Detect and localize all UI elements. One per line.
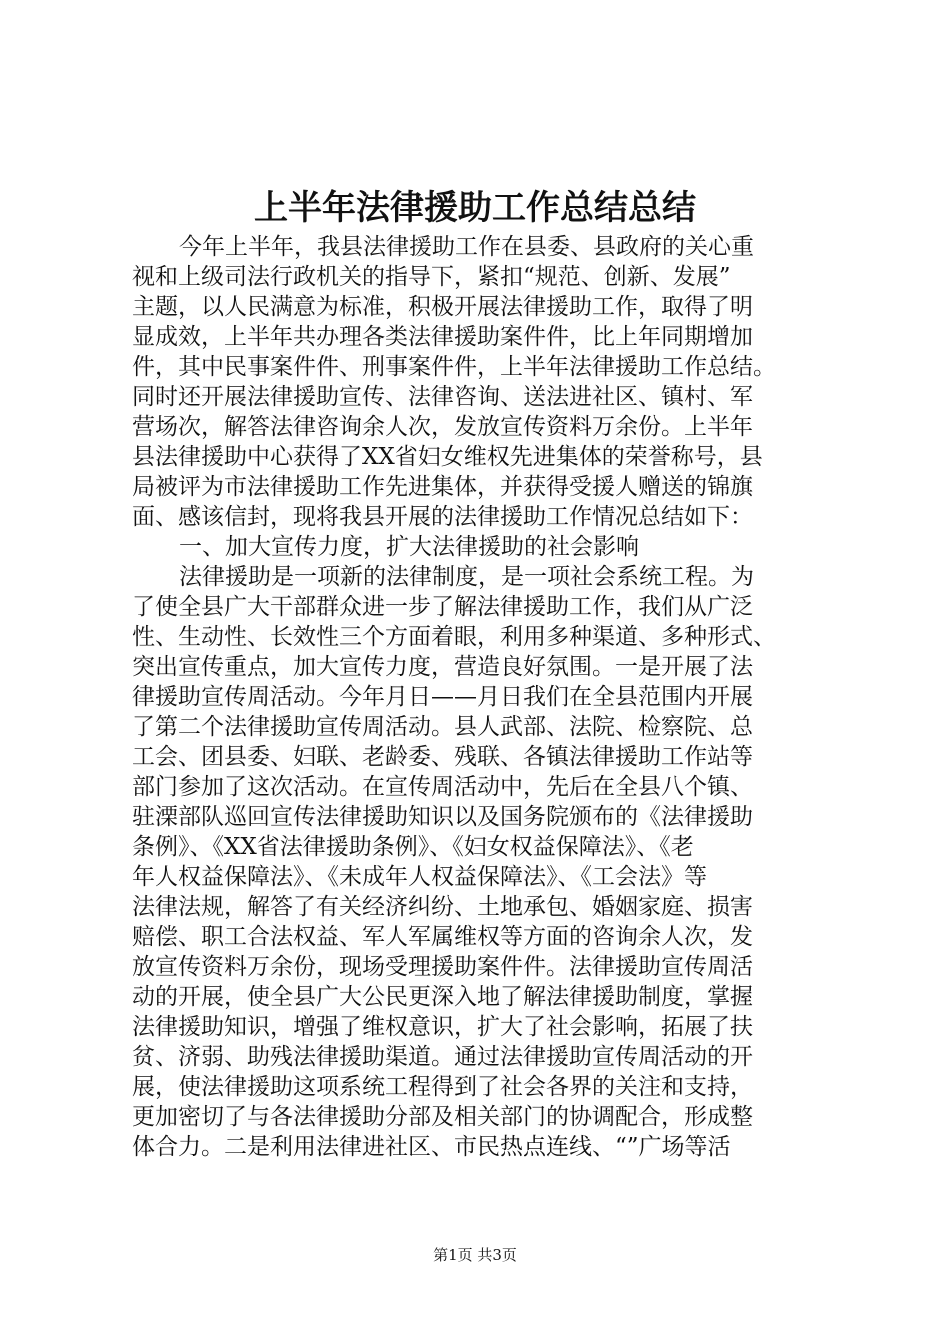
paragraph-line: 展，使法律援助这项系统工程得到了社会各界的关注和支持， [132, 1074, 753, 1100]
section-heading: 一、加大宣传力度，扩大法律援助的社会影响 [179, 534, 639, 560]
page-number-footer: 第1页 共3页 [433, 1246, 517, 1264]
paragraph-line: 了第二个法律援助宣传周活动。县人武部、法院、检察院、总 [132, 714, 753, 740]
paragraph-line: 件，其中民事案件件、刑事案件件，上半年法律援助工作总结。 [132, 354, 776, 380]
paragraph-line: 动的开展，使全县广大公民更深入地了解法律援助制度，掌握 [132, 984, 753, 1010]
paragraph-line: 法律法规，解答了有关经济纠纷、土地承包、婚姻家庭、损害 [132, 894, 753, 920]
paragraph-line: 法律援助知识，增强了维权意识，扩大了社会影响，拓展了扶 [132, 1014, 753, 1040]
paragraph-line: 赔偿、职工合法权益、军人军属维权等方面的咨询余人次，发 [132, 924, 753, 950]
paragraph-line: 了使全县广大干部群众进一步了解法律援助工作，我们从广泛 [132, 594, 753, 620]
paragraph-line: 局被评为市法律援助工作先进集体，并获得受援人赠送的锦旗 [132, 474, 753, 500]
paragraph-line: 主题，以人民满意为标准，积极开展法律援助工作，取得了明 [132, 294, 753, 320]
paragraph-line: 视和上级司法行政机关的指导下，紧扣“规范、创新、发展” [132, 264, 731, 290]
paragraph-line: 今年上半年，我县法律援助工作在县委、县政府的关心重 [179, 234, 754, 260]
paragraph-line: 放宣传资料万余份，现场受理援助案件件。法律援助宣传周活 [132, 954, 753, 980]
paragraph-line: 面、感该信封，现将我县开展的法律援助工作情况总结如下： [132, 504, 753, 530]
paragraph-line: 性、生动性、长效性三个方面着眼，利用多种渠道、多种形式、 [132, 624, 776, 650]
document-title: 上半年法律援助工作总结总结 [254, 188, 696, 228]
paragraph-line: 营场次，解答法律咨询余人次，发放宣传资料万余份。上半年 [132, 414, 753, 440]
paragraph-line: 工会、团县委、妇联、老龄委、残联、各镇法律援助工作站等 [132, 744, 753, 770]
paragraph-line: 体合力。二是利用法律进社区、市民热点连线、“”广场等活 [132, 1134, 731, 1160]
paragraph-line: 同时还开展法律援助宣传、法律咨询、送法进社区、镇村、军 [132, 384, 753, 410]
paragraph-line: 年人权益保障法》、《未成年人权益保障法》、《工会法》等 [132, 864, 707, 890]
paragraph-line: 显成效，上半年共办理各类法律援助案件件，比上年同期增加 [132, 324, 753, 350]
paragraph-line: 法律援助是一项新的法律制度，是一项社会系统工程。为 [179, 564, 754, 590]
paragraph-line: 条例》、《XX省法律援助条例》、《妇女权益保障法》、《老 [132, 834, 694, 860]
paragraph-line: 部门参加了这次活动。在宣传周活动中，先后在全县八个镇、 [132, 774, 753, 800]
paragraph-line: 更加密切了与各法律援助分部及相关部门的协调配合，形成整 [132, 1104, 753, 1130]
paragraph-line: 贫、济弱、助残法律援助渠道。通过法律援助宣传周活动的开 [132, 1044, 753, 1070]
paragraph-line: 驻溧部队巡回宣传法律援助知识以及国务院颁布的《法律援助 [132, 804, 753, 830]
paragraph-line: 县法律援助中心获得了XX省妇女维权先进集体的荣誉称号，县 [132, 444, 763, 470]
paragraph-line: 突出宣传重点，加大宣传力度，营造良好氛围。一是开展了法 [132, 654, 753, 680]
paragraph-line: 律援助宣传周活动。今年月日——月日我们在全县范围内开展 [132, 684, 753, 710]
document-body [132, 232, 832, 1162]
